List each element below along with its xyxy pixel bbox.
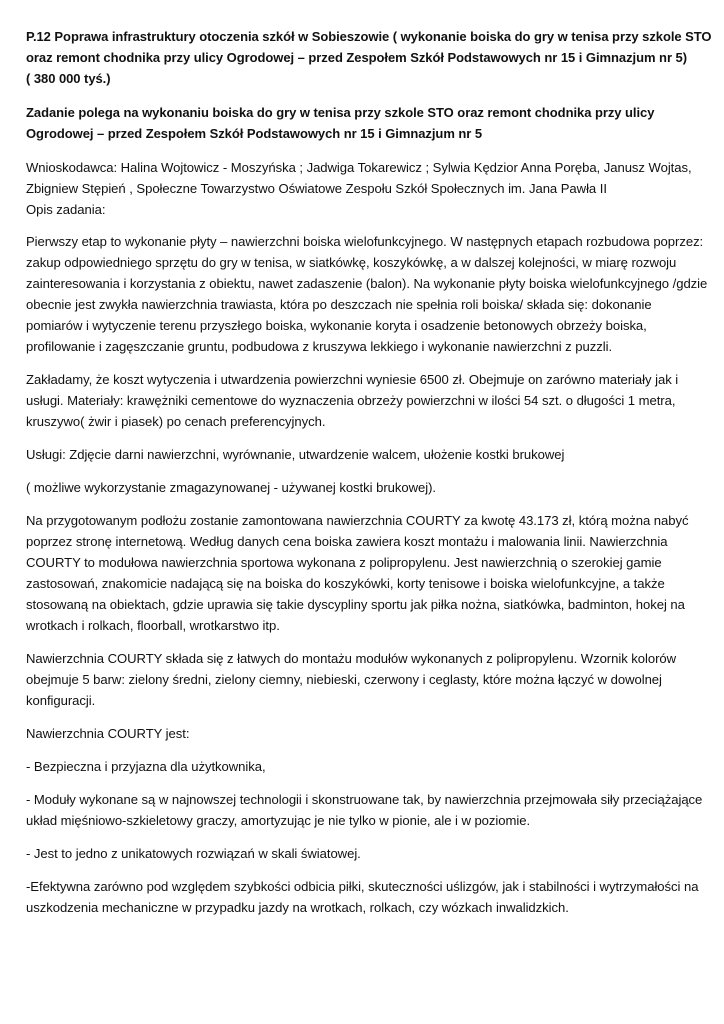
list-item-technology: - Moduły wykonane są w najnowszej technologii i skonstruowane tak, by nawierzchnia przejmowała siły przeciążające układ mięśniowo-szkieletowy graczy, amortyzując je nie tylko w pionie, ale i w poziomie. <box>26 792 703 828</box>
paragraph-cost: Zakładamy, że koszt wytyczenia i utwardzenia powierzchni wyniesie 6500 zł. Obejmuje on zarówno materiały jak i usługi. Materiały: krawężniki cementowe do wyznaczenia obrzeży powierzchni w ilości 54 szt. o długości 1 metra, kruszywo( żwir i piasek) po cenach preferencyjnych. <box>26 372 679 429</box>
list-item-safe: - Bezpieczna i przyjazna dla użytkownika, <box>26 759 266 774</box>
title-line-1: P.12 Poprawa infrastruktury otoczenia szkół w Sobieszowie ( wykonanie boiska do gry w tenisa przy szkole STO <box>26 29 712 44</box>
paragraph-courty-intro: Nawierzchnia COURTY jest: <box>26 726 190 741</box>
paragraph-stage-one: Pierwszy etap to wykonanie płyty – nawierzchni boiska wielofunkcyjnego. W następnych etapach rozbudowa poprzez: zakup odpowiedniego sprzętu do gry w tenisa, w siatkówkę, koszykówkę, a w dalszej kolejności, w miarę rozwoju zainteresowania i korzystania z obiektu, nawet zadaszenie (balon). Na wykonanie płyty boiska wielofunkcyjnego /gdzie obecnie jest zwykła nawierzchnia trawiasta, która po deszczach nie spełnia roli boiska/ składa się: dokonanie pomiarów i wytyczenie terenu przyszłego boiska, wykonanie koryta i osadzenie betonowych obrzeży boiska, profilowanie i zagęszczanie gruntu, podbudowa z kruszywa lekkiego i wykonanie nawierzchni z puzzli. <box>26 234 708 354</box>
task-summary: Zadanie polega na wykonaniu boiska do gry w tenisa przy szkole STO oraz remont chodnika przy ulicy Ogrodowej – przed Zespołem Szkół Podstawowych nr 15 i Gimnazjum nr 5 <box>26 105 655 141</box>
title-line-2: oraz remont chodnika przy ulicy Ogrodowej – przed Zespołem Szkół Podstawowych nr 15 i Gimnazjum nr 5) <box>26 50 687 65</box>
list-item-unique: - Jest to jedno z unikatowych rozwiązań w skali światowej. <box>26 846 361 861</box>
document-title <box>26 26 710 89</box>
description-label: Opis zadania: <box>26 202 106 217</box>
paragraph-courty-surface: Na przygotowanym podłożu zostanie zamontowana nawierzchnia COURTY za kwotę 43.173 zł, którą można nabyć poprzez stronę internetową. Według danych cena boiska zawiera koszt montażu i malowania linii. Nawierzchnia COURTY to modułowa nawierzchnia sportowa wykonana z polipropylenu. Jest nawierzchnią o szerokiej gamie zastosowań, znakomicie nadającą się na boiska do koszykówki, korty tenisowe i boiska wielofunkcyjne, a także stosowaną na obiektach, gdzie uprawia się takie dyscypliny sportu jak piłka nożna, siatkówka, badminton, hokej na wrotkach i rolkach, floorball, wrotkarstwo itp. <box>26 513 689 633</box>
list-item-effective: -Efektywna zarówno pod względem szybkości odbicia piłki, skuteczności uślizgów, jak i stabilności i wytrzymałości na uszkodzenia mechaniczne w przypadku jazdy na wrotkach, rolkach, czy wózkach inwalidzkich. <box>26 879 699 915</box>
paragraph-reuse-note: ( możliwe wykorzystanie zmagazynowanej - używanej kostki brukowej). <box>26 480 436 495</box>
document-page <box>26 26 710 918</box>
applicant-paragraph: Wnioskodawca: Halina Wojtowicz - Moszyńska ; Jadwiga Tokarewicz ; Sylwia Kędzior Anna Poręba, Janusz Wojtas, Zbigniew Stępień , Społeczne Towarzystwo Oświatowe Zespołu Szkół Społecznych im. Jana Pawła II <box>26 160 692 196</box>
paragraph-services: Usługi: Zdjęcie darni nawierzchni, wyrównanie, utwardzenie walcem, ułożenie kostki brukowej <box>26 447 565 462</box>
paragraph-courty-modules: Nawierzchnia COURTY składa się z łatwych do montażu modułów wykonanych z polipropylenu. Wzornik kolorów obejmuje 5 barw: zielony średni, zielony ciemny, niebieski, czerwony i ceglasty, które można łączyć w dowolnej konfiguracji. <box>26 651 677 708</box>
title-line-3: ( 380 000 tyś.) <box>26 71 111 86</box>
